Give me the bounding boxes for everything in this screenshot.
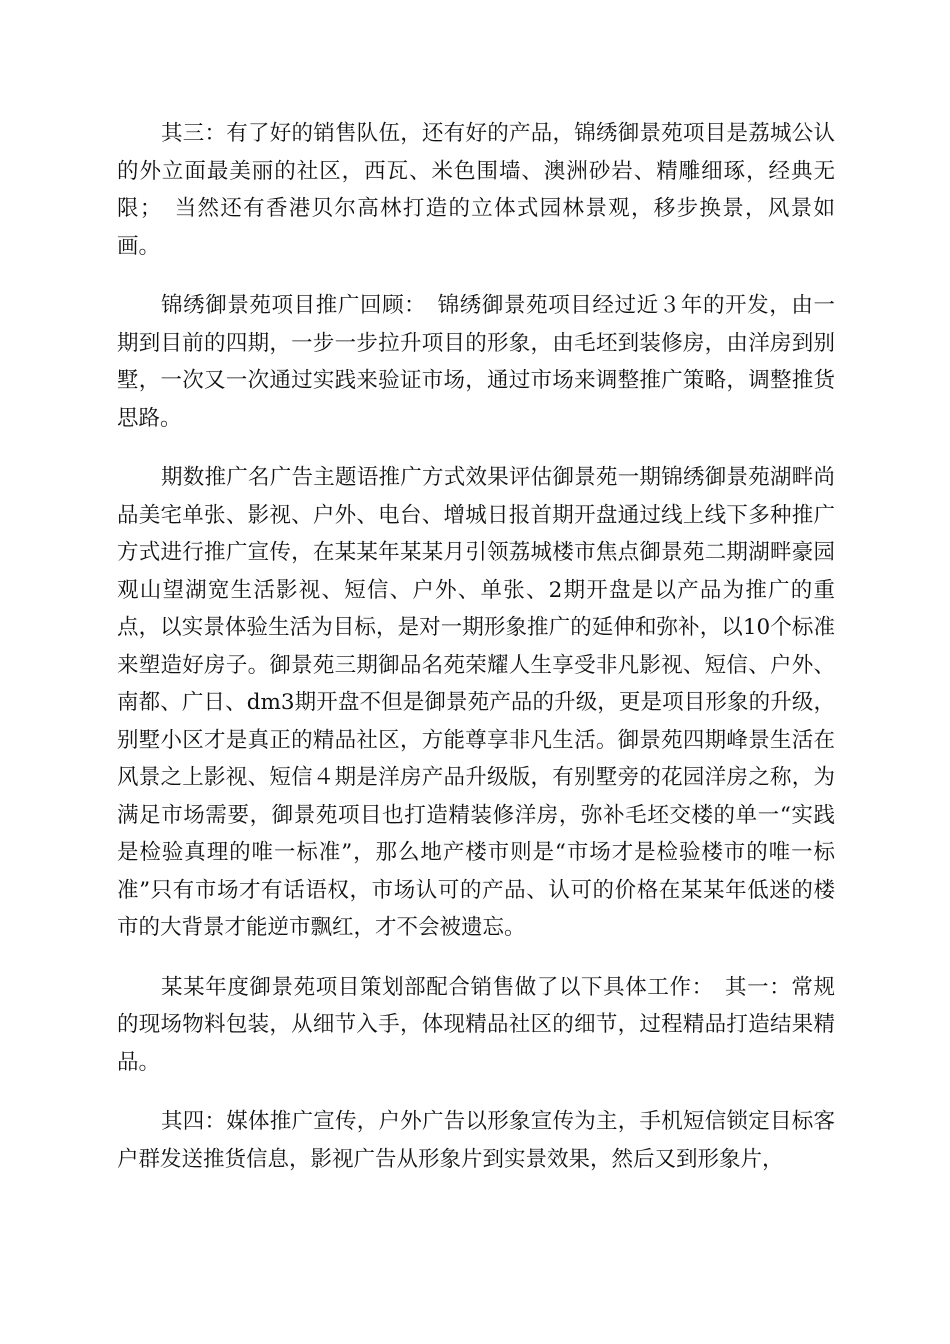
paragraph-annual-work: 某某年度御景苑项目策划部配合销售做了以下具体工作： 其一：常规的现场物料包装，从细节入手，体现精品社区的细节，过程精品打造结果精品。 [117,974,835,1075]
paragraph-media-promotion: 其四：媒体推广宣传，户外广告以形象宣传为主，手机短信锁定目标客户群发送推货信息，影视广告从形象片到实景效果，然后又到形象片， [117,1109,835,1172]
paragraph-quality-products: 其三：有了好的销售队伍，还有好的产品，锦绣御景苑项目是荔城公认的外立面最美丽的社区，西瓦、米色围墙、澳洲砂岩、精雕细琢，经典无限； 当然还有香港贝尔高林打造的立体式园林景观，移步换景，风景如画。 [117,121,835,259]
paragraph-phase-promotion-summary: 期数推广名广告主题语推广方式效果评估御景苑一期锦绣御景苑湖畔尚品美宅单张、影视、户外、电台、增城日报首期开盘通过线上线下多种推广方式进行推广宣传，在某某年某某月引领荔城楼市焦点御景苑二期湖畔豪园观山望湖宽生活影视、短信、户外、单张、2期开盘是以产品为推广的重点，以实景体验生活为目标，是对一期形象推广的延伸和弥补，以10个标准来塑造好房子。御景苑三期御品名苑荣耀人生享受非凡影视、短信、户外、南都、广日、dm3期开盘不但是御景苑产品的升级，更是项目形象的升级，别墅小区才是真正的精品社区，方能尊享非凡生活。御景苑四期峰景生活在风景之上影视、短信４期是洋房产品升级版，有别墅旁的花园洋房之称，为满足市场需要，御景苑项目也打造精装修洋房，弥补毛坯交楼的单一“实践是检验真理的唯一标准”，那么地产楼市则是“市场才是检验楼市的唯一标准”只有市场才有话语权，市场认可的产品、认可的价格在某某年低迷的楼市的大背景才能逆市飘红，才不会被遗忘。 [117,465,835,940]
paragraph-promotion-review: 锦绣御景苑项目推广回顾： 锦绣御景苑项目经过近３年的开发，由一期到目前的四期，一步一步拉升项目的形象，由毛坯到装修房，由洋房到别墅，一次又一次通过实践来验证市场，通过市场来调整推广策略，调整推货思路。 [117,293,835,431]
document-body [117,115,835,1200]
